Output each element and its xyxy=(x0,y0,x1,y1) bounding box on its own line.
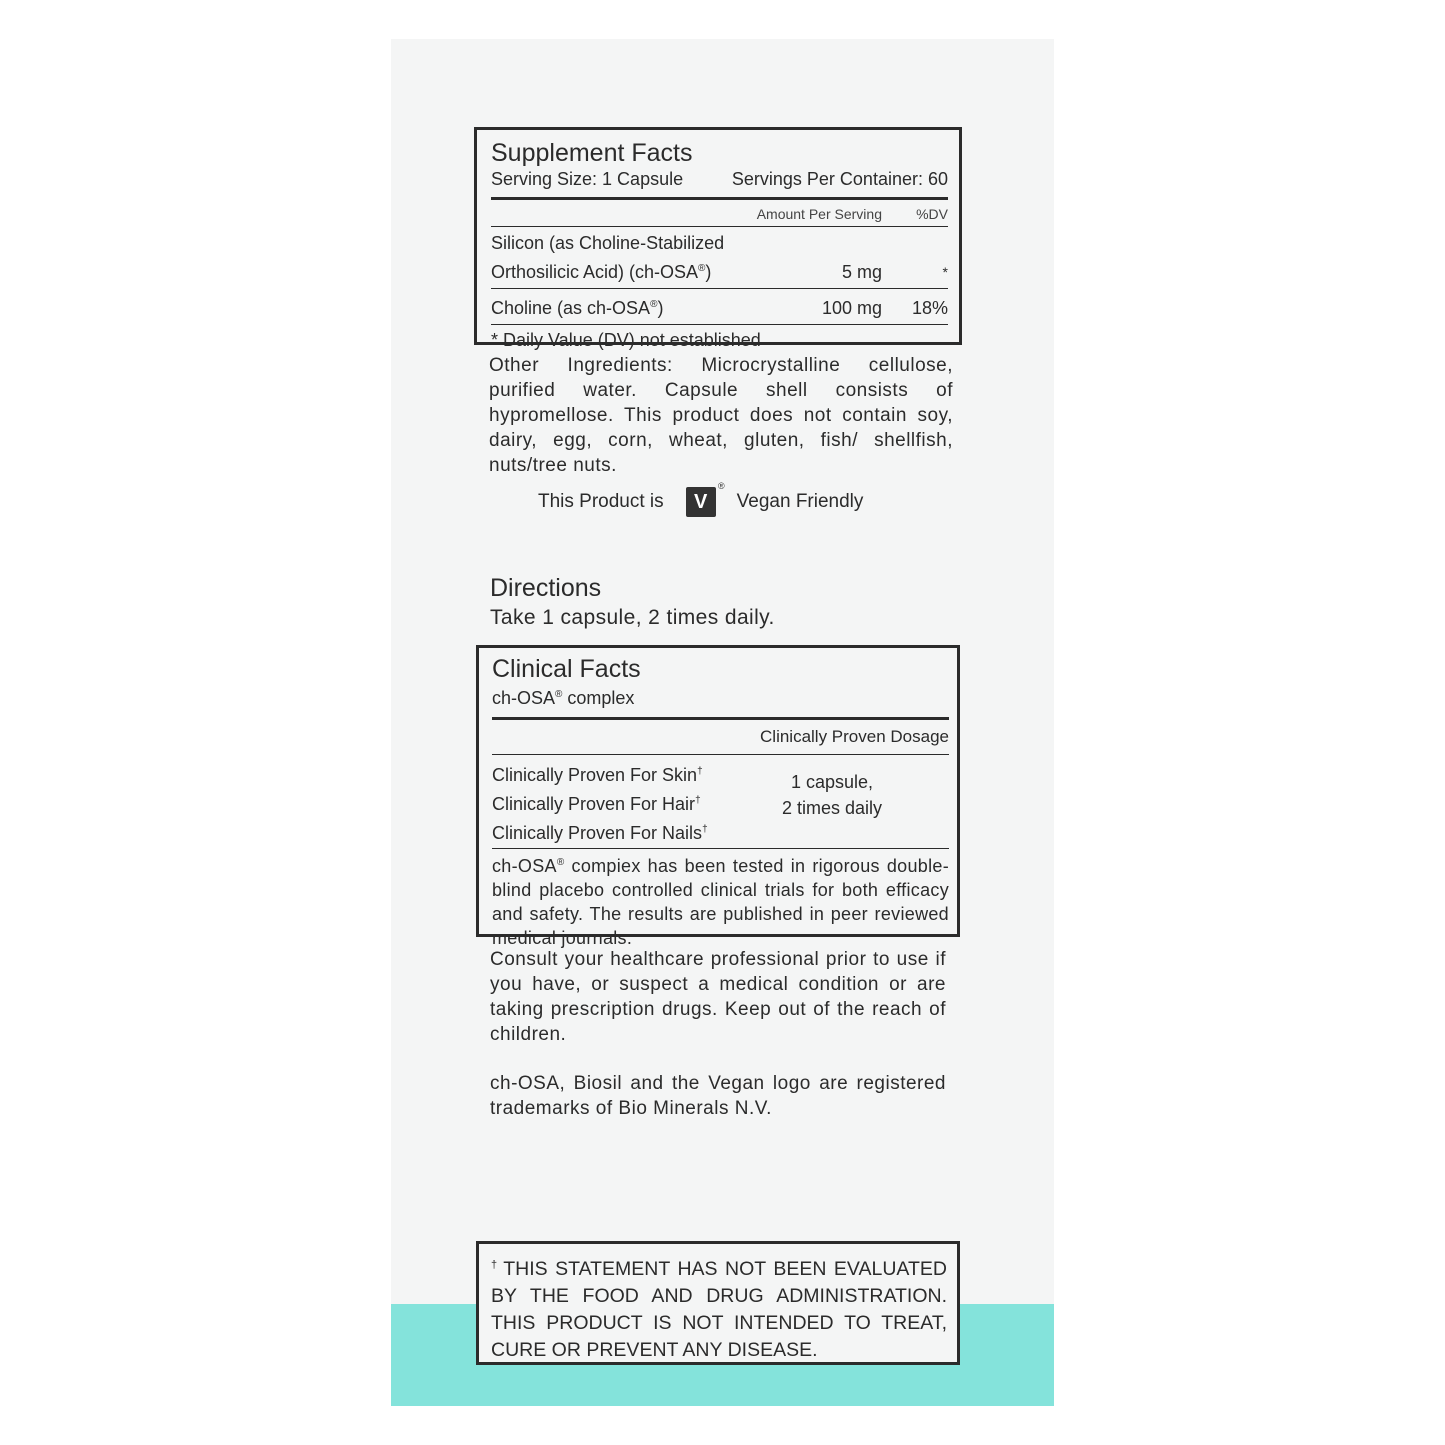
facts-header xyxy=(491,200,948,227)
servings-per-container: Servings Per Container: 60 xyxy=(731,169,948,189)
dv-footnote: * Daily Value (DV) not established xyxy=(491,330,761,350)
supplement-facts-title: Supplement Facts xyxy=(491,139,693,167)
amount-header: Amount Per Serving xyxy=(756,206,882,222)
nutrient-name: Silicon (as Choline-Stabilized Orthosilicic Acid) (ch-OSA®) xyxy=(491,233,725,282)
fda-disclaimer: † THIS STATEMENT HAS NOT BEEN EVALUATED BY THE FOOD AND DRUG ADMINISTRATION. THIS PRODUCT IS NOT INTENDED TO TREAT, CURE OR PREVENT ANY DISEASE. xyxy=(491,1258,947,1361)
claims-list xyxy=(492,759,737,846)
other-ingredients: Other Ingredients: Microcrystalline cellulose, purified water. Capsule shell consists of hypromellose. This product does not contain soy, dairy, egg, corn, wheat, gluten, fish/ shellfish, nuts/tree nuts. xyxy=(489,355,953,476)
clinical-facts-title: Clinical Facts xyxy=(492,655,641,683)
fda-disclaimer-box xyxy=(476,1241,960,1365)
vegan-prefix: This Product is xyxy=(538,491,664,512)
label-panel xyxy=(391,39,1054,1406)
directions-title: Directions xyxy=(490,574,602,602)
supplement-facts-box xyxy=(474,127,962,350)
directions-text: Take 1 capsule, 2 times daily. xyxy=(490,606,775,629)
nutrient-dv: * xyxy=(942,264,948,280)
vegan-logo-icon: V ® xyxy=(686,487,716,517)
claim-skin: Clinically Proven For Skin† xyxy=(492,765,703,785)
dosage-value: 1 capsule, 2 times daily xyxy=(781,772,883,818)
nutrient-row-silicon xyxy=(491,227,948,289)
claim-nails: Clinically Proven For Nails† xyxy=(492,823,708,843)
serving-info xyxy=(491,168,948,200)
vegan-statement xyxy=(538,487,918,517)
nutrient-amount: 5 mg xyxy=(841,262,882,282)
nutrient-row-choline xyxy=(491,289,948,325)
serving-size: Serving Size: 1 Capsule xyxy=(491,169,684,189)
dv-header: %DV xyxy=(916,206,948,222)
nutrient-amount: 100 mg xyxy=(821,298,882,318)
clinical-description: ch-OSA® compiex has been tested in rigorous double-blind placebo controlled clinical trials for both efficacy and safety. The results are published in peer reviewed medical journals. xyxy=(492,856,949,948)
claim-hair: Clinically Proven For Hair† xyxy=(492,794,701,814)
dosage-header: Clinically Proven Dosage xyxy=(492,720,949,755)
nutrient-dv: 18% xyxy=(911,298,948,318)
clinical-facts-subtitle: ch-OSA® complex xyxy=(492,684,949,720)
clinical-facts-box xyxy=(476,645,960,948)
consult-warning: Consult your healthcare professional prior to use if you have, or suspect a medical condition or are taking prescription drugs. Keep out of the reach of children. xyxy=(490,949,946,1045)
trademark-notice: ch-OSA, Biosil and the Vegan logo are registered trademarks of Bio Minerals N.V. xyxy=(490,1073,946,1119)
claims-row xyxy=(492,755,949,849)
nutrient-name: Choline (as ch-OSA®) xyxy=(491,298,664,318)
vegan-suffix: Vegan Friendly xyxy=(736,491,864,512)
